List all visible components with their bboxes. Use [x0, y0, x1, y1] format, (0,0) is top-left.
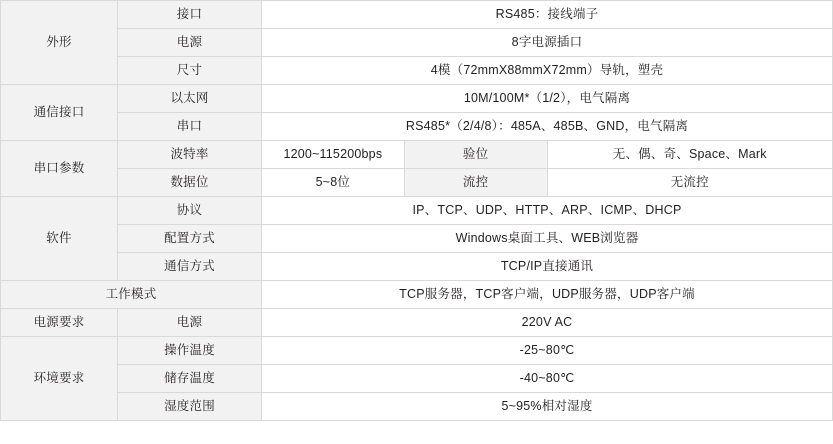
sub-cell-databits: 数据位 [118, 169, 262, 197]
table-row [1, 85, 833, 113]
sub-cell-config-method: 配置方式 [118, 225, 262, 253]
value-cell-power-appearance: 8字电源插口 [262, 29, 833, 57]
category-cell-appearance: 外形 [1, 1, 118, 85]
value-cell-config-method: Windows桌面工具、WEB浏览器 [262, 225, 833, 253]
sub-cell-parity: 验位 [404, 141, 547, 169]
value-cell-dimension: 4模（72mmX88mmX72mm）导轨，塑壳 [262, 57, 833, 85]
value-cell-serial-port: RS485*（2/4/8）：485A、485B、GND，电气隔离 [262, 113, 833, 141]
value-cell-protocol: IP、TCP、UDP、HTTP、ARP、ICMP、DHCP [262, 197, 833, 225]
sub-cell-power: 电源 [118, 309, 262, 337]
value-cell-work-mode: TCP服务器，TCP客户端，UDP服务器，UDP客户端 [262, 281, 833, 309]
value-cell-comm-method: TCP/IP直接通讯 [262, 253, 833, 281]
table-row [1, 141, 833, 169]
table-row [1, 365, 833, 393]
table-row [1, 169, 833, 197]
category-cell-serial-params: 串口参数 [1, 141, 118, 197]
table-row [1, 57, 833, 85]
sub-cell-humidity-range: 湿度范围 [118, 393, 262, 421]
table-row [1, 1, 833, 29]
value-cell-humidity-range: 5~95%相对湿度 [262, 393, 833, 421]
category-cell-work-mode: 工作模式 [1, 281, 262, 309]
table-row [1, 225, 833, 253]
table-row [1, 113, 833, 141]
table-row [1, 29, 833, 57]
table-row [1, 337, 833, 365]
sub-cell-operating-temp: 操作温度 [118, 337, 262, 365]
table-row [1, 393, 833, 421]
sub-cell-storage-temp: 储存温度 [118, 365, 262, 393]
value-cell-databits: 5~8位 [262, 169, 405, 197]
category-cell-comm-interface: 通信接口 [1, 85, 118, 141]
value-cell-parity: 无、偶、奇、Space、Mark [547, 141, 833, 169]
category-cell-software: 软件 [1, 197, 118, 281]
category-cell-power-requirement: 电源要求 [1, 309, 118, 337]
sub-cell-comm-method: 通信方式 [118, 253, 262, 281]
value-cell-power: 220V AC [262, 309, 833, 337]
value-cell-baudrate: 1200~115200bps [262, 141, 405, 169]
sub-cell-dimension: 尺寸 [118, 57, 262, 85]
sub-cell-flowcontrol: 流控 [404, 169, 547, 197]
value-cell-operating-temp: -25~80℃ [262, 337, 833, 365]
table-row [1, 253, 833, 281]
sub-cell-power-appearance: 电源 [118, 29, 262, 57]
value-cell-ethernet: 10M/100M*（1/2），电气隔离 [262, 85, 833, 113]
sub-cell-baudrate: 波特率 [118, 141, 262, 169]
value-cell-interface: RS485：接线端子 [262, 1, 833, 29]
sub-cell-ethernet: 以太网 [118, 85, 262, 113]
value-cell-storage-temp: -40~80℃ [262, 365, 833, 393]
sub-cell-serial-port: 串口 [118, 113, 262, 141]
table-row [1, 197, 833, 225]
value-cell-flowcontrol: 无流控 [547, 169, 833, 197]
category-cell-environment: 环境要求 [1, 337, 118, 421]
table-row [1, 309, 833, 337]
sub-cell-protocol: 协议 [118, 197, 262, 225]
table-row [1, 281, 833, 309]
sub-cell-interface: 接口 [118, 1, 262, 29]
